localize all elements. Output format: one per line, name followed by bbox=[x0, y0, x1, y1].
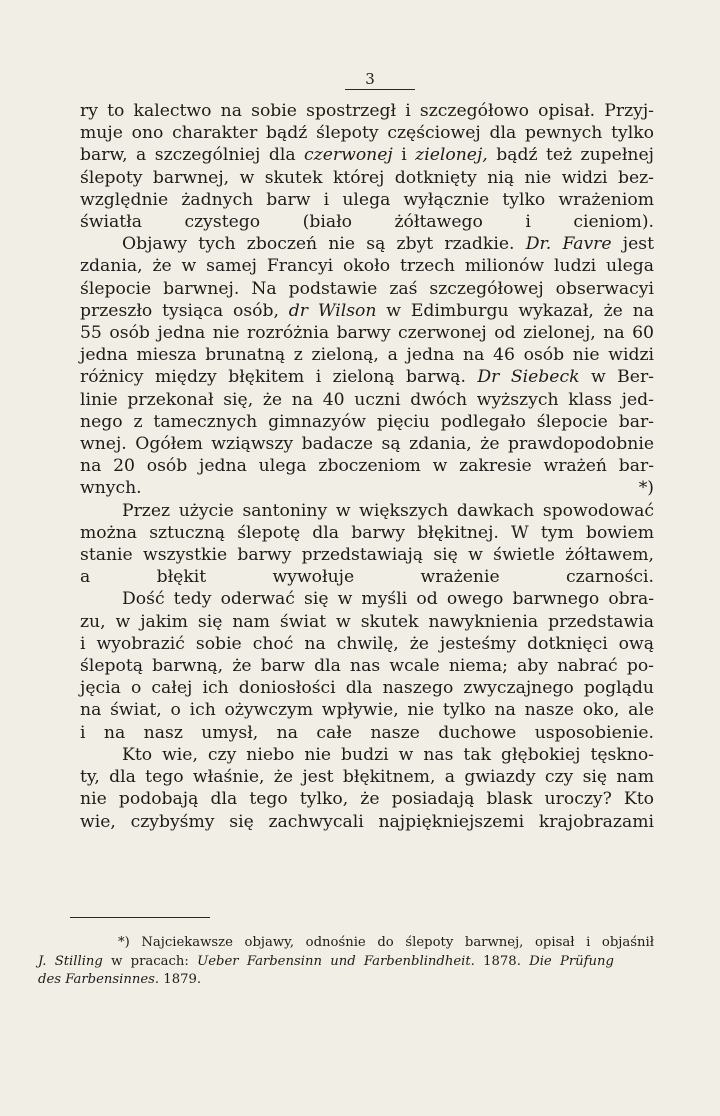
body-text bbox=[80, 100, 654, 833]
text-line: Kto wie, czy niebo nie budzi w nas tak głębokiej tęskno- bbox=[122, 744, 654, 765]
text-line: stanie wszystkie barwy przedstawiają się w świetle żółtawem, bbox=[80, 545, 654, 566]
paragraph-1 bbox=[80, 100, 654, 233]
text-line: i wyobrazić sobie choć na chwilę, że jesteśmy dotknięci ową bbox=[80, 633, 654, 654]
text-line: światła czystego (biało żółtawego i cieniom). bbox=[80, 212, 654, 233]
text-line: wnej. Ogółem wziąwszy badacze są zdania, że prawdopodobnie bbox=[80, 434, 654, 455]
text-line: muje ono charakter bądź ślepoty częściowej dla pewnych tylko bbox=[80, 123, 654, 144]
italic-word: zielonej, bbox=[415, 145, 488, 166]
page-number: 3 bbox=[365, 70, 375, 88]
text-line: ty, dla tego właśnie, że jest błękitnem, a gwiazdy czy się nam bbox=[80, 767, 654, 788]
italic-name: Dr Siebeck bbox=[477, 367, 580, 388]
text-line: nie podobają dla tego tylko, że posiadają blask uroczy? Kto bbox=[80, 789, 654, 810]
text-line: ślepocie barwnej. Na podstawie zaś szczegółowej obserwacyi bbox=[80, 278, 654, 299]
italic-title: des Farbensinnes. bbox=[38, 972, 160, 987]
text-line: przeszło tysiąca osób, dr Wilson w Edimburgu wykazał, że na bbox=[80, 300, 655, 321]
text-line: Przez użycie santoniny w większych dawkach spowodować bbox=[122, 500, 654, 521]
text-line: jęcia o całej ich doniosłości dla naszego zwyczajnego poglądu bbox=[80, 678, 654, 699]
text-line: *) Najciekawsze objawy, odnośnie do ślepoty barwnej, opisał i objaśnił bbox=[118, 935, 654, 950]
footnote-rule bbox=[70, 917, 210, 918]
text-line: na 20 osób jedna ulega zboczeniom w zakresie wrażeń bar- bbox=[80, 456, 654, 477]
text-line: 55 osób jedna nie rozróżnia barwy czerwonej od zielonej, na 60 bbox=[80, 323, 654, 344]
footnote-reference: wnych. *) bbox=[80, 478, 654, 499]
italic-name: Dr. Favre bbox=[525, 234, 612, 255]
header-rule bbox=[345, 89, 415, 90]
text-line: względnie żadnych barw i ulega wyłącznie tylko wrażeniom bbox=[80, 189, 654, 210]
italic-title: Ueber Farbensinn und Farbenblindheit. bbox=[197, 953, 475, 969]
italic-name: J. Stilling bbox=[38, 953, 103, 969]
text-line: jedna miesza brunatną z zieloną, a jedna na 46 osób nie widzi bbox=[80, 345, 654, 366]
text-line: można sztuczną ślepotę dla barwy błękitnej. W tym bowiem bbox=[80, 522, 654, 543]
paragraph-4 bbox=[80, 588, 654, 743]
text-line: des Farbensinnes. 1879. bbox=[38, 972, 202, 987]
paragraph-2 bbox=[80, 233, 654, 499]
text-line: zu, w jakim się nam świat w skutek nawyknienia przedstawia bbox=[80, 611, 654, 632]
text-line: ry to kalectwo na sobie spostrzegł i szczegółowo opisał. Przyj- bbox=[80, 101, 654, 121]
italic-name: dr Wilson bbox=[288, 300, 377, 321]
italic-title: Die Prüfung bbox=[529, 953, 614, 969]
text-line: Dość tedy oderwać się w myśli od owego barwnego obra- bbox=[122, 589, 654, 610]
text-line: Objawy tych zboczeń nie są zbyt rzadkie. Dr. Favre jest bbox=[122, 234, 654, 255]
text-line: wie, czybyśmy się zachwycali najpiękniejszemi krajobrazami bbox=[80, 811, 654, 832]
text-line: ślepotą barwną, że barw dla nas wcale niema; aby nabrać po- bbox=[80, 656, 654, 677]
text-line: ślepoty barwnej, w skutek której dotknięty nią nie widzi bez- bbox=[80, 167, 654, 188]
text-line: J. Stilling w pracach: Ueber Farbensinn und Farbenblindheit. 1878. Die Prüfung bbox=[38, 953, 614, 969]
text-line: linie przekonał się, że na 40 uczni dwóch wyższych klass jed- bbox=[80, 389, 654, 410]
text-line: na świat, o ich ożywczym wpływie, nie tylko na nasze oko, ale bbox=[80, 700, 654, 721]
text-line: i na nasz umysł, na całe nasze duchowe usposobienie. bbox=[80, 722, 654, 743]
text-line: nego z tamecznych gimnazyów pięciu podlegało ślepocie bar- bbox=[80, 411, 654, 432]
footnote-text bbox=[38, 934, 654, 990]
italic-word: czerwonej bbox=[304, 145, 393, 166]
paragraph-5 bbox=[80, 744, 654, 833]
paragraph-3 bbox=[80, 500, 654, 589]
text-line: różnicy między błękitem i zieloną barwą. Dr Siebeck w Ber- bbox=[80, 367, 654, 388]
footnote bbox=[38, 934, 654, 990]
text-line: zdania, że w samej Francyi około trzech milionów ludzi ulega bbox=[80, 256, 654, 277]
text-line: barw, a szczególniej dla czerwonej i zielonej, bądź też zupełnej bbox=[80, 145, 654, 166]
text-line: a błękit wywołuje wrażenie czarności. bbox=[80, 567, 654, 588]
